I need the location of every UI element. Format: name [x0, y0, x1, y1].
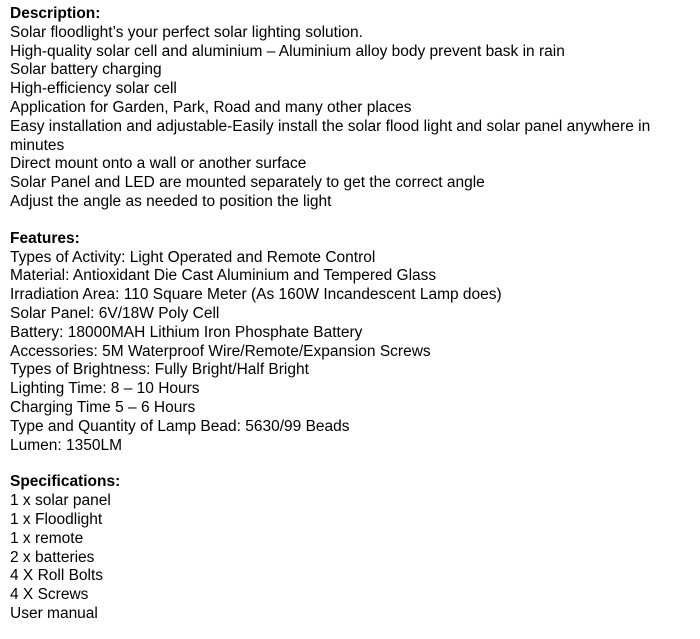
feature-line: Accessories: 5M Waterproof Wire/Remote/Expansion Screws	[10, 342, 431, 360]
features-heading: Features:	[10, 229, 80, 247]
specification-line: 1 x solar panel	[10, 492, 111, 510]
feature-line: Charging Time 5 – 6 Hours	[10, 398, 196, 416]
feature-line: Lumen: 1350LM	[10, 436, 123, 454]
description-line: High-quality solar cell and aluminium – Aluminium alloy body prevent bask in rain	[10, 42, 565, 60]
feature-line: Types of Activity: Light Operated and Remote Control	[10, 248, 376, 266]
description-line: Easy installation and adjustable-Easily install the solar flood light and solar panel anywhere in minutes	[10, 117, 651, 154]
description-section	[10, 5, 690, 212]
description-line: Application for Garden, Park, Road and many other places	[10, 98, 412, 116]
description-line: Solar battery charging	[10, 61, 162, 79]
description-line: Direct mount onto a wall or another surface	[10, 155, 307, 173]
specification-line: 1 x Floodlight	[10, 510, 103, 528]
features-section	[10, 230, 690, 456]
description-line: Solar Panel and LED are mounted separately to get the correct angle	[10, 174, 485, 192]
feature-line: Type and Quantity of Lamp Bead: 5630/99 Beads	[10, 417, 350, 435]
description-line: High-efficiency solar cell	[10, 80, 177, 98]
feature-line: Solar Panel: 6V/18W Poly Cell	[10, 304, 220, 322]
specification-line: User manual	[10, 604, 98, 622]
feature-line: Irradiation Area: 110 Square Meter (As 160W Incandescent Lamp does)	[10, 286, 502, 304]
specification-line: 2 x batteries	[10, 548, 95, 566]
feature-line: Lighting Time: 8 – 10 Hours	[10, 380, 200, 398]
feature-line: Battery: 18000MAH Lithium Iron Phosphate Battery	[10, 323, 363, 341]
description-line: Solar floodlight’s your perfect solar lighting solution.	[10, 23, 363, 41]
description-heading: Description:	[10, 5, 101, 22]
feature-line: Types of Brightness: Fully Bright/Half Bright	[10, 361, 309, 379]
specifications-section	[10, 473, 690, 623]
specification-line: 1 x remote	[10, 529, 84, 547]
specification-line: 4 X Roll Bolts	[10, 567, 104, 585]
specification-line: 4 X Screws	[10, 586, 89, 604]
specifications-heading: Specifications:	[10, 473, 121, 491]
description-line: Adjust the angle as needed to position the light	[10, 192, 332, 210]
feature-line: Material: Antioxidant Die Cast Aluminium and Tempered Glass	[10, 267, 437, 285]
